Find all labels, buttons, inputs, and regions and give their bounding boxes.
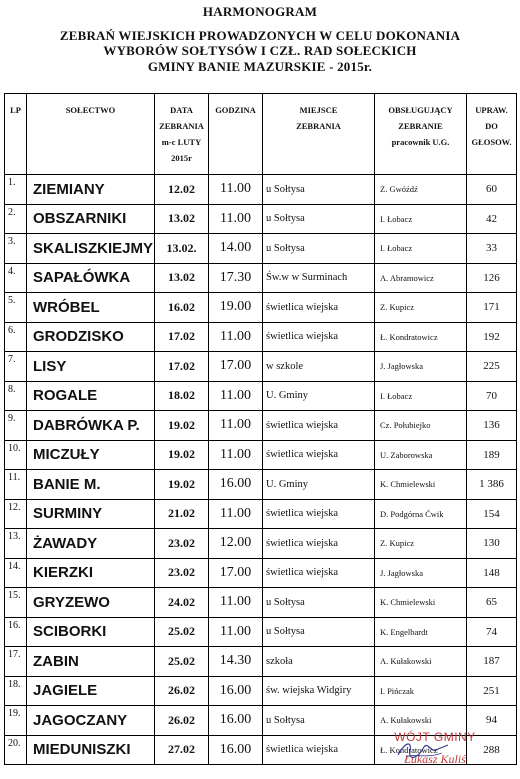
row-lp: 18. [5,676,27,706]
row-solectwo: SAPAŁÓWKA [27,263,155,293]
table-row [5,381,517,411]
table-row [5,588,517,618]
row-hour: 11.00 [209,381,263,411]
row-hour: 19.00 [209,293,263,323]
row-lp: 16. [5,617,27,647]
row-staff: Ł. Kondratowicz [375,322,467,352]
row-solectwo: ZIEMIANY [27,175,155,205]
row-lp: 14. [5,558,27,588]
row-staff: K. Chmielewski [375,588,467,618]
row-solectwo: MIEDUNISZKI [27,735,155,765]
row-solectwo: GRODZISKO [27,322,155,352]
row-hour: 11.00 [209,175,263,205]
col-header-obsl-l1: OBSŁUGUJĄCY [388,105,453,115]
table-row [5,204,517,234]
row-hour: 11.00 [209,204,263,234]
row-place: świetlica wiejska [263,499,375,529]
row-place: u Sołtysa [263,706,375,736]
row-date: 25.02 [155,617,209,647]
row-votes: 136 [467,411,517,441]
signature-title: WÓJT GMINY [394,730,476,744]
row-staff: I. Łobacz [375,204,467,234]
row-place: szkoła [263,647,375,677]
row-place: świetlica wiejska [263,558,375,588]
row-solectwo: KIERZKI [27,558,155,588]
table-row [5,499,517,529]
table-row [5,617,517,647]
row-date: 19.02 [155,440,209,470]
table-row [5,175,517,205]
row-votes: 154 [467,499,517,529]
row-date: 21.02 [155,499,209,529]
row-hour: 11.00 [209,440,263,470]
row-lp: 4. [5,263,27,293]
row-lp: 8. [5,381,27,411]
row-place: Św.w w Surminach [263,263,375,293]
row-staff: U. Zaborowska [375,440,467,470]
table-row [5,322,517,352]
row-hour: 16.00 [209,676,263,706]
row-hour: 14.00 [209,234,263,264]
row-hour: 17.00 [209,352,263,382]
row-staff: J. Jagłowska [375,558,467,588]
row-hour: 11.00 [209,322,263,352]
subtitle-line-1: ZEBRAŃ WIEJSKICH PROWADZONYCH W CELU DOKONANIA [59,28,461,43]
table-row [5,293,517,323]
row-votes: 187 [467,647,517,677]
col-header-lp [5,94,27,175]
col-header-uprawnieni [467,94,517,175]
row-staff: Z. Kupicz [375,529,467,559]
row-date: 19.02 [155,411,209,441]
row-hour: 12.00 [209,529,263,559]
row-hour: 14.30 [209,647,263,677]
row-staff: Z. Gwóźdź [375,175,467,205]
row-staff: I. Łobacz [375,381,467,411]
row-votes: 251 [467,676,517,706]
row-lp: 10. [5,440,27,470]
row-place: świetlica wiejska [263,411,375,441]
table-body [5,175,517,765]
row-place: świetlica wiejska [263,735,375,765]
handwritten-signature [392,737,452,763]
row-hour: 11.00 [209,588,263,618]
col-header-miejsce-l2: ZEBRANIA [296,121,341,131]
col-header-lp-label: LP [10,105,21,115]
row-solectwo: LISY [27,352,155,382]
row-solectwo: SKALISZKIEJMY [27,234,155,264]
signature-name: Łukasz Kuliś [404,752,466,766]
subtitle-line-2: WYBORÓW SOŁTYSÓW I CZŁ. RAD SOŁECKICH [103,43,417,58]
row-votes: 192 [467,322,517,352]
row-date: 23.02 [155,529,209,559]
table-row [5,440,517,470]
row-place: u Sołtysa [263,204,375,234]
row-votes: 74 [467,617,517,647]
row-solectwo: OBSZARNIKI [27,204,155,234]
row-solectwo: ŻAWADY [27,529,155,559]
subtitle-line-3: GMINY BANIE MAZURSKIE - 2015r. [147,59,373,74]
col-header-data-l2: ZEBRANIA [159,121,204,131]
row-lp: 1. [5,175,27,205]
col-header-miejsce [263,94,375,175]
row-place: U. Gminy [263,470,375,500]
row-place: u Sołtysa [263,234,375,264]
row-place: św. wiejska Widgiry [263,676,375,706]
row-hour: 17.00 [209,558,263,588]
row-lp: 13. [5,529,27,559]
row-date: 24.02 [155,588,209,618]
col-header-godzina [209,94,263,175]
row-votes: 33 [467,234,517,264]
row-place: świetlica wiejska [263,529,375,559]
row-date: 25.02 [155,647,209,677]
row-hour: 11.00 [209,411,263,441]
col-header-data [155,94,209,175]
row-votes: 288 [467,735,517,765]
row-solectwo: DABRÓWKA P. [27,411,155,441]
col-header-obslugujacy [375,94,467,175]
row-votes: 70 [467,381,517,411]
row-solectwo: ROGALE [27,381,155,411]
col-header-upraw-l1: UPRAW. [475,105,508,115]
row-lp: 9. [5,411,27,441]
row-lp: 19. [5,706,27,736]
row-staff: Cz. Połubiejko [375,411,467,441]
row-votes: 171 [467,293,517,323]
table-row [5,263,517,293]
row-votes: 148 [467,558,517,588]
row-date: 18.02 [155,381,209,411]
row-votes: 94 [467,706,517,736]
col-header-upraw-l3: GŁOSOW. [471,137,512,147]
row-date: 26.02 [155,706,209,736]
row-votes: 126 [467,263,517,293]
table-header-row [5,94,517,175]
document-title: HARMONOGRAM [202,4,318,19]
col-header-data-l3: m-c LUTY [161,137,202,147]
row-votes: 65 [467,588,517,618]
col-header-obsl-l2: ZEBRANIE [398,121,443,131]
row-votes: 42 [467,204,517,234]
row-votes: 130 [467,529,517,559]
table-row [5,676,517,706]
row-solectwo: SURMINY [27,499,155,529]
row-date: 12.02 [155,175,209,205]
table-row [5,558,517,588]
row-hour: 11.00 [209,617,263,647]
table-row [5,470,517,500]
row-staff: K. Engelbardt [375,617,467,647]
row-solectwo: WRÓBEL [27,293,155,323]
row-hour: 16.00 [209,735,263,765]
row-place: świetlica wiejska [263,440,375,470]
row-staff: D. Podgórna Ćwik [375,499,467,529]
row-staff: I. Łobacz [375,234,467,264]
row-votes: 60 [467,175,517,205]
row-solectwo: BANIE M. [27,470,155,500]
row-staff: I. Pińczak [375,676,467,706]
row-place: świetlica wiejska [263,293,375,323]
row-solectwo: JAGOCZANY [27,706,155,736]
row-lp: 20. [5,735,27,765]
row-staff: K. Chmielewski [375,470,467,500]
row-staff: A. Kułakowski [375,706,467,736]
row-lp: 11. [5,470,27,500]
row-staff: A. Abramowicz [375,263,467,293]
table-row [5,647,517,677]
col-header-miejsce-l1: MIEJSCE [299,105,338,115]
col-header-godzina-label: GODZINA [215,105,256,115]
col-header-upraw-l2: DO [485,121,498,131]
row-date: 23.02 [155,558,209,588]
row-place: świetlica wiejska [263,322,375,352]
row-lp: 5. [5,293,27,323]
row-lp: 12. [5,499,27,529]
col-header-obsl-l3: pracownik U.G. [391,137,450,147]
row-place: w szkole [263,352,375,382]
row-votes: 1 386 [467,470,517,500]
row-solectwo: SCIBORKI [27,617,155,647]
row-votes: 225 [467,352,517,382]
row-hour: 16.00 [209,706,263,736]
row-date: 27.02 [155,735,209,765]
row-lp: 15. [5,588,27,618]
row-place: U. Gminy [263,381,375,411]
row-solectwo: ZABIN [27,647,155,677]
row-lp: 3. [5,234,27,264]
row-date: 13.02 [155,204,209,234]
row-staff: Ł. Kondratowicz [375,735,467,765]
row-place: u Sołtysa [263,588,375,618]
row-hour: 16.00 [209,470,263,500]
row-date: 26.02 [155,676,209,706]
table-row [5,352,517,382]
table-row [5,411,517,441]
row-lp: 2. [5,204,27,234]
row-date: 13.02. [155,234,209,264]
row-solectwo: MICZUŁY [27,440,155,470]
row-place: u Sołtysa [263,175,375,205]
row-date: 16.02 [155,293,209,323]
schedule-table [4,93,517,765]
row-lp: 7. [5,352,27,382]
row-staff: Z. Kupicz [375,293,467,323]
col-header-data-l1: DATA [170,105,193,115]
row-solectwo: GRYZEWO [27,588,155,618]
row-hour: 17.30 [209,263,263,293]
table-row [5,234,517,264]
row-date: 17.02 [155,322,209,352]
col-header-solectwo-label: SOŁECTWO [65,105,116,115]
row-date: 13.02 [155,263,209,293]
row-staff: A. Kułakowski [375,647,467,677]
row-lp: 6. [5,322,27,352]
row-hour: 11.00 [209,499,263,529]
table-row [5,529,517,559]
row-staff: J. Jagłowska [375,352,467,382]
col-header-data-l4: 2015r [171,153,192,163]
row-lp: 17. [5,647,27,677]
row-date: 17.02 [155,352,209,382]
col-header-solectwo [27,94,155,175]
row-place: u Sołtysa [263,617,375,647]
row-date: 19.02 [155,470,209,500]
row-solectwo: JAGIELE [27,676,155,706]
row-votes: 189 [467,440,517,470]
